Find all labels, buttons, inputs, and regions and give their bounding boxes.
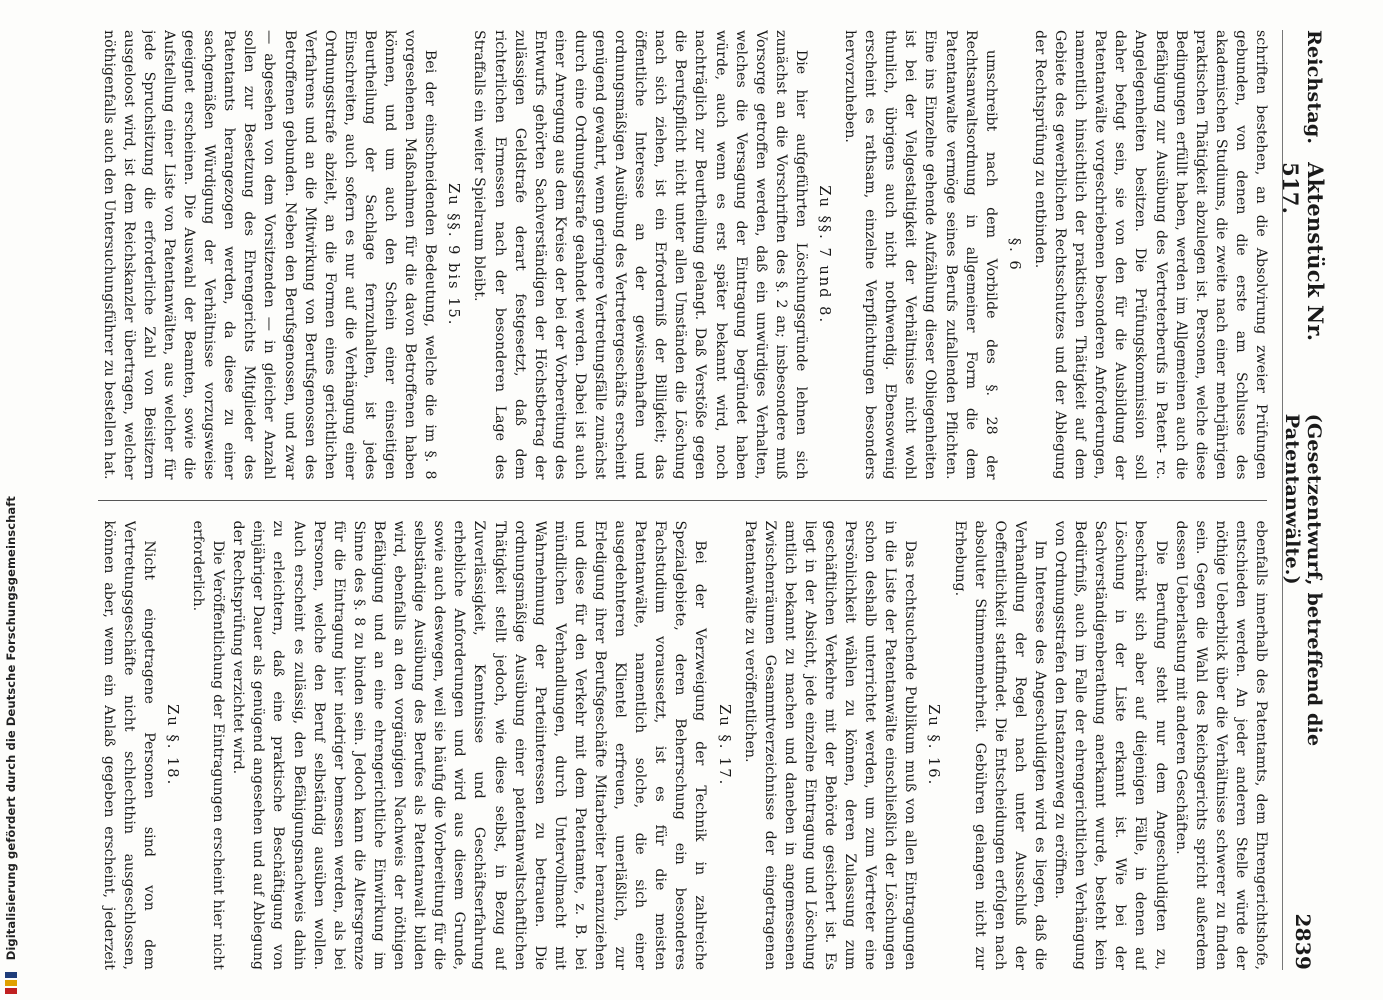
section-heading: §. 6: [1005, 237, 1023, 272]
left-column: [96, 30, 1271, 480]
document-subject: (Gesetzentwurf, betreffend die Patentanwälte.): [1281, 413, 1325, 747]
paragraph: Die hier aufgeführten Löschungsgründe lehnen sich zunächst an die Vorschriften des §. 2 an; insbesondere muß Vorsorge getroffen werden, daß ein unwürdiges Verhalten, welches die Versagung der Eintragung begründet haben würde, auch wenn es erst später bekannt wird, noch nachträglich zur Beurtheilung gelangt. Daß Verstöße gegen die Berufspflicht nicht unter allen Umständen die Löschung nach sich ziehen, ist ein Erforderniß der Billigkeit; das öffentliche Interesse an der gewissenhaften und ordnungsmäßigen Ausübung des Vertretergeschäfts erscheint genügend gewahrt, wenn geringere Vertretungsfälle zunächst durch eine Ordnungsstrafe geahndet werden. Dabei ist auch einer Anregung aus dem Kreise der bei der Vorbereitung des Entwurfs gehörten Sachverständigen der Höchstbetrag der zulässigen Geldstrafe derart festgesetzt, daß dem richterlichen Ermessen nach der besonderen Lage des Straffalls ein weiter Spielraum bleibt.: [471, 30, 809, 480]
column-divider: [98, 500, 1267, 501]
paragraph: Nicht eingetragene Personen sind von dem Vertretungsgeschäfte nicht schlechthin ausgeschlossen, können aber, wenn ein Anlaß gegeben erscheint, jederzeit: [100, 520, 157, 970]
credit-text: Digitalisierung gefördert durch die Deutsche Forschungsgemeinschaft: [4, 495, 18, 960]
paragraph: Die Veröffentlichung der Eintragungen erscheint hier nicht erforderlich.: [190, 520, 227, 970]
paragraph: Im Interesse des Angeschuldigten wird es liegen, daß die Verhandlung der Regel nach unter Ausschluß der Oeffentlichkeit stattfindet. Die Entscheidungen erfolgen nach absoluter Stimmenmehrheit. Gebühren gelangen nicht zur Erhebung.: [951, 520, 1048, 970]
paragraph: Das rechtsuchende Publikum muß von allen Eintragungen in die Liste der Patentanwälte einschließlich der Löschungen schon deshalb unterrichtet werden, um zum Vertreter eine Persönlichkeit wählen zu können, deren Zulassung zum geschäftlichen Verkehre mit der Behörde gesichert ist. Es liegt in der Absicht, jede einzelne Eintragung und Löschung amtlich bekannt zu machen und daneben in angemessenen Zwischenräumen Gesammtverzeichnisse der eingetragenen Patentanwälte zu veröffentlichen.: [741, 520, 919, 970]
right-column: [96, 521, 1271, 971]
page-number: 2839: [1291, 913, 1315, 970]
section-heading: Zu §. 17.: [715, 704, 733, 787]
header-left: [1278, 30, 1328, 914]
paragraph: Bei der einschneidenden Bedeutung, welche die im §. 8 vorgesehenen Maßnahmen für die davon Betroffenen haben können, und um auch den Schein einer einseitigen Beurtheilung der Sachlage fernzuhalten, ist jedes Einschreiten, auch sofern es nur auf die Verhängung einer Ordnungsstrafe abzielt, an die Formen eines gerichtlichen Verfahrens und an die Mitwirkung von Berufsgenossen des Betroffenen gebunden. Neben den Berufsgenossen, und zwar — abgesehen von dem Vorsitzenden — in gleicher Anzahl sollen zur Besetzung des Ehrengerichts Mitglieder des Patentamts herangezogen werden, da diese zu einer sachgemäßen Würdigung der Verhältnisse vorzugsweise geeignet erscheinen. Die Auswahl der Beamten, sowie die Aufstellung einer Liste von Patentanwälten, aus welcher für jede Spruchsitzung die erforderliche Zahl von Beisitzern ausgeloost wird, ist dem Reichskanzler übertragen, welcher nöthigenfalls auch den Untersuchungsführer zu bestellen hat.: [100, 30, 439, 480]
paragraph: Die Berufung steht nur dem Angeschuldigten zu, beschränkt sich aber auf diejenigen Fälle, in denen auf Löschung in der Liste erkannt ist. Wie bei der Sachverständigenberathung anerkannt wurde, besteht kein Bedürfniß, auch im Falle der ehrengerichtlichen Verhängung von Ordnungsstrafen den Instanzenweg zu eröffnen.: [1052, 520, 1169, 970]
dfg-logo-bar: [5, 988, 17, 994]
section-heading: Zu §§. 7 und 8.: [816, 185, 834, 325]
running-header: [1278, 30, 1328, 970]
text-columns: [96, 30, 1271, 970]
dfg-logo-bar: [5, 972, 17, 978]
header-title: Reichstag.: [1303, 30, 1325, 145]
document-number: Aktenstück Nr. 517.: [1278, 162, 1328, 342]
dfg-logo-bar: [5, 980, 17, 986]
paragraph: umschreibt nach dem Vorbilde des §. 28 der Rechtsanwaltsordnung in allgemeiner Form die dem Patentanwalte vermöge seines Berufs zufallenden Pflichten. Eine ins Einzelne gehende Aufzählung dieser Obliegenheiten ist bei der Vielgestaltigkeit der Verhältnisse nicht wohl thunlich, übrigens auch nicht nothwendig. Ebensowenig erscheint es rathsam, einzelne Verpflichtungen besonders hervorzuheben.: [842, 30, 999, 480]
section-heading: Zu §. 18.: [164, 704, 182, 787]
digitization-credit: [1, 30, 21, 998]
paragraph: Bei der Verzweigung der Technik in zahlreiche Spezialgebiete, deren Beherrschung ein besonderes Fachstudium voraussetzt, ist es für die meisten Patentanwälte, namentlich solche, die sich einer ausgedehnteren Klientel erfreuen, unerläßlich, zur Erledigung ihrer Berufsgeschäfte Mitarbeiter heranzuziehen und diese für den Verkehr mit dem Patentamte, z. B. bei mündlichen Verhandlungen, durch Untervollmacht mit Wahrnehmung der Parteiinteressen zu betrauen. Die ordnungsmäßige Ausübung einer patentanwaltschaftlichen Thätigkeit stellt jedoch, wie diese selbst, in Bezug auf Zuverlässigkeit, Kenntnisse und Geschäftserfahrung erhebliche Anforderungen und wird aus diesem Grunde, sowie auch deswegen, weil sie häufig die Vorbereitung für die selbständige Ausübung des Berufes als Patentanwalt bilden wird, ebenfalls an den vorgängigen Nachweis der nöthigen Befähigung und an eine ehrengerichtliche Einwirkung im Sinne des §. 8 zu binden sein. Jedoch kann die Altersgrenze für die Eintragung hier niedriger bemessen werden, als bei Personen, welche den Beruf selbständig ausüben wollen. Auch erscheint es zulässig, den Befähigungsnachweis dahin zu erleichtern, daß eine praktische Beschäftigung von einjähriger Dauer als genügend angesehen und auf Ablegung der Rechtsprüfung verzichtet wird.: [230, 520, 709, 970]
paragraph: ebenfalls innerhalb des Patentamts, dem Ehrengerichtshofe, entschieden werden. An jeder anderen Stelle würde der nöthige Ueberblick über die Verhältnisse schwerer zu finden sein. Gegen die Wahl des Reichsgerichts spricht außerdem dessen Ueberlastung mit anderen Geschäften.: [1172, 520, 1269, 970]
dfg-logo-icon: [3, 968, 19, 998]
paragraph: schriften bestehen, an die Absolvirung zweier Prüfungen gebunden, von denen die erste am Schlusse des akademischen Studiums, die zweite nach einer mehrjährigen praktischen Thätigkeit abzulegen ist. Personen, welche diese Bedingungen erfüllt haben, werden im Allgemeinen auch die Befähigung zur Ausübung des Vertreterberufs in Patent- rc. Angelegenheiten besitzen. Die Prüfungskommission soll daher befugt sein, sie von den für die Ausbildung der Patentanwälte vorgeschriebenen besonderen Anforderungen, namentlich hinsichtlich der praktischen Thätigkeit auf dem Gebiete des gewerblichen Rechtsschutzes und der Ablegung der Rechtsprüfung zu entbinden.: [1031, 30, 1269, 480]
section-heading: Zu §. 16.: [925, 704, 943, 787]
section-heading: Zu §§. 9 bis 15.: [445, 183, 463, 327]
